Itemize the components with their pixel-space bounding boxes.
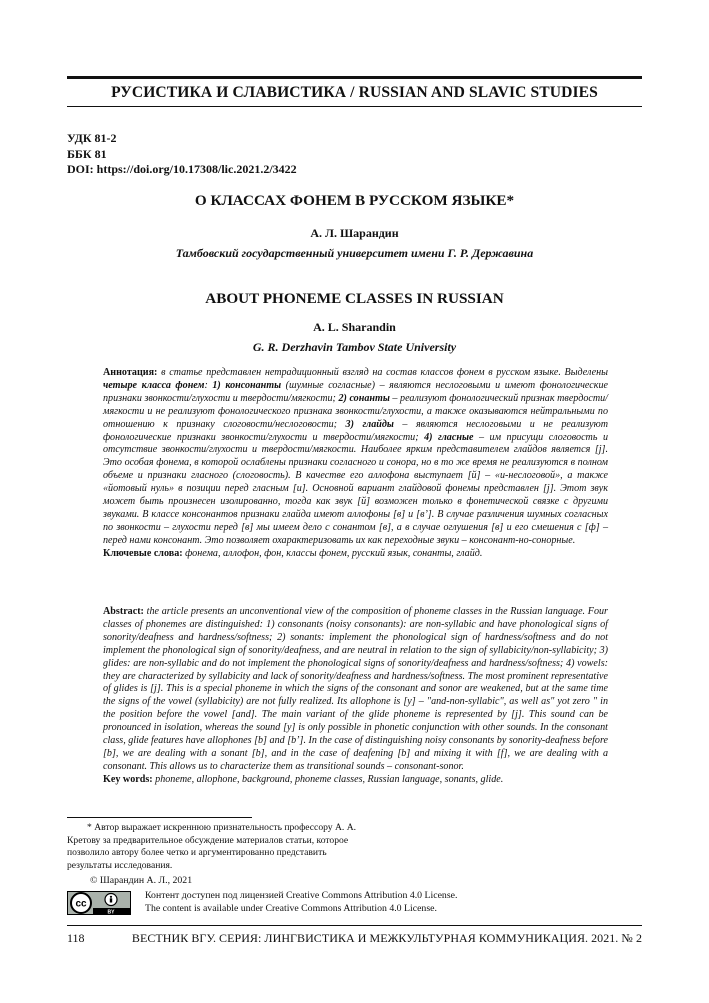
section-header: РУСИСТИКА И СЛАВИСТИКА / RUSSIAN AND SLAVIC STUDIES xyxy=(111,84,598,101)
keywords-ru-label: Ключевые слова: xyxy=(103,547,183,559)
abstract-ru-bold-1: четыре класса фонем xyxy=(103,379,205,391)
abstract-ru-text-2: : xyxy=(204,379,213,391)
header-rule-bottom xyxy=(67,106,642,107)
footnote: * Автор выражает искреннюю признательность профессору А. А. Кретову за предварительное обсуждение материалов статьи, которое позволило автору более четко и аргументированно представить результаты исследования. xyxy=(67,822,357,872)
abstract-ru xyxy=(103,367,608,548)
abstract-en-label: Abstract: xyxy=(103,606,144,617)
abstract-en-block xyxy=(103,606,608,787)
header-rule-top xyxy=(67,76,642,79)
title-ru: О КЛАССАХ ФОНЕМ В РУССКОМ ЯЗЫКЕ* xyxy=(194,192,515,209)
bbk-code: ББК 81 xyxy=(67,146,107,161)
doi-link[interactable]: DOI: https://doi.org/10.17308/lic.2021.2/3422 xyxy=(67,162,297,176)
affiliation-en: G. R. Derzhavin Tambov State University xyxy=(252,340,457,354)
footer-rule xyxy=(67,925,642,926)
abstract-ru-block xyxy=(103,367,608,561)
abstract-ru-text-5: – являются неслоговыми и не реализуют фонологические признаки звонкости/глухости и твердости/мягкости; xyxy=(103,418,608,443)
abstract-ru-bold-3: 2) сонанты xyxy=(338,392,390,404)
keywords-ru-text: фонема, аллофон, фон, классы фонем, русский язык, сонанты, глайд. xyxy=(182,547,483,559)
footnote-rule xyxy=(67,817,252,818)
abstract-en-text: the article presents an unconventional view of the composition of phoneme classes in the Russian language. Four classes of phonemes are distinguished: 1) consonants (noisy consonants): are non-syllabic and have phonological signs of sonority/deafness and hardness/softness; 2) sonants: implement the phonological sign of hardness/softness and do not implement the phonological sign of sonority/deafness, and are neutral in relation to the sign of syllabicity/non-syllabicity; 3) glides: are non-syllabic and do not implement the phonological signs of sonority/deafness and hardness/softness; 4) vowels: they are characterized by syllabicity and lack of sonority/deafness and hardness/softness. The most prominent representative of glides is [j]. This is a special phoneme in which the signs of the consonant and sonor are weakened, but at the same time the signs of the vowel (syllabicity) are not fully realized. Its allophone is [y] – "and-non-syllabic", as well as" yot zero " in the position before the vowel [and]. The main variant of the glide phoneme is represented by [j]. This sound can be pronounced in isolation, whereas the sound [y] is only possible in phonetic conjunction with other sounds. In the consonant class, glide features have allophones [b] and [b’]. In the case of distinguishing noisy consonants by sonority-deafness before [b], we are dealing with a sonant [b], and in the case of deafening [b] and mixing it with [f], we are dealing with a consonant. This allows us to characterize them as transitional sounds – consonant-sonor. xyxy=(103,606,608,772)
keywords-en xyxy=(103,774,608,787)
affiliation-ru: Тамбовский государственный университет имени Г. Р. Державина xyxy=(175,246,534,260)
keywords-en-text: phoneme, allophone, background, phoneme classes, Russian language, sonants, glide. xyxy=(152,773,504,785)
abstract-ru-text-3: (шумные согласные) – являются неслоговыми и имеют фонологические признаки звонкости/глухости и твердости/мягкости; xyxy=(103,379,608,404)
copyright: © Шарандин А. Л., 2021 xyxy=(90,875,193,886)
abstract-ru-text-6: – им присущи слоговость и отсутствие звонкости/глухости и твердости/мягкости. Наиболее ярким представителем глайдов является [j]. Это особая фонема, в которой ослаблены признаки согласного и сонора, но в то же время не реализуются в полном объеме и признаки гласного (слоговость). В качестве его аллофона выступает [й] – «и-неслоговой», а также «йотовый нуль» в позиции перед гласным [и]. Основной вариант глайдовой фонемы представлен [j]. Этот звук может быть произнесен изолированно, тогда как звук [й] возможен только в фонетической связке с другими звуками. В классе консонантов признаки глайда имеют аллофоны [в] и [в’]. В случае различения шумных согласных по звонкости – глухости перед [в] мы имеем дело с сонантом [в], а в случае оглушения [в] и его смешения с [ф] – перед нами консонант. Это позволяет охарактеризовать их как переходные звуки – консонант-но-сонорные. xyxy=(103,431,609,546)
abstract-ru-label: Аннотация: xyxy=(103,367,158,378)
cc-badge-cc-text: cc xyxy=(75,898,87,910)
license-ru: Контент доступен под лицензией Creative Commons Attribution 4.0 License. xyxy=(145,890,458,901)
udk-code: УДК 81-2 xyxy=(67,131,117,145)
journal-name: ВЕСТНИК ВГУ. СЕРИЯ: ЛИНГВИСТИКА И МЕЖКУЛЬТУРНАЯ КОММУНИКАЦИЯ. 2021. № 2 xyxy=(131,931,642,945)
license-en: The content is available under Creative Commons Attribution 4.0 License. xyxy=(145,903,437,914)
abstract-ru-bold-2: 1) консонанты xyxy=(212,379,282,391)
abstract-ru-text-1: в статье представлен нетрадиционный взгляд на состав классов фонем в русском языке. Выделены xyxy=(157,367,608,378)
abstract-ru-bold-5: 4) гласные xyxy=(424,431,474,443)
cc-by-license-icon[interactable] xyxy=(67,891,131,915)
title-en: ABOUT PHONEME CLASSES IN RUSSIAN xyxy=(205,290,504,307)
page-number: 118 xyxy=(67,931,85,945)
keywords-ru xyxy=(103,548,608,561)
author-ru: А. Л. Шарандин xyxy=(310,226,399,240)
abstract-en xyxy=(103,606,608,774)
abstract-ru-bold-4: 3) глайды xyxy=(345,418,394,430)
abstract-ru-text-4: – реализуют фонологический признак твердости/мягкости и не реализуют фонологического признака звонкости/глухости, а также оказываются нейтральными по отношению к признаку слоговости/неслоговости; xyxy=(103,392,608,430)
classification-codes xyxy=(67,131,297,178)
keywords-en-label: Key words: xyxy=(103,773,153,785)
license-text xyxy=(145,889,457,915)
cc-badge-by-text: BY xyxy=(107,909,115,915)
author-en: A. L. Sharandin xyxy=(313,320,396,334)
